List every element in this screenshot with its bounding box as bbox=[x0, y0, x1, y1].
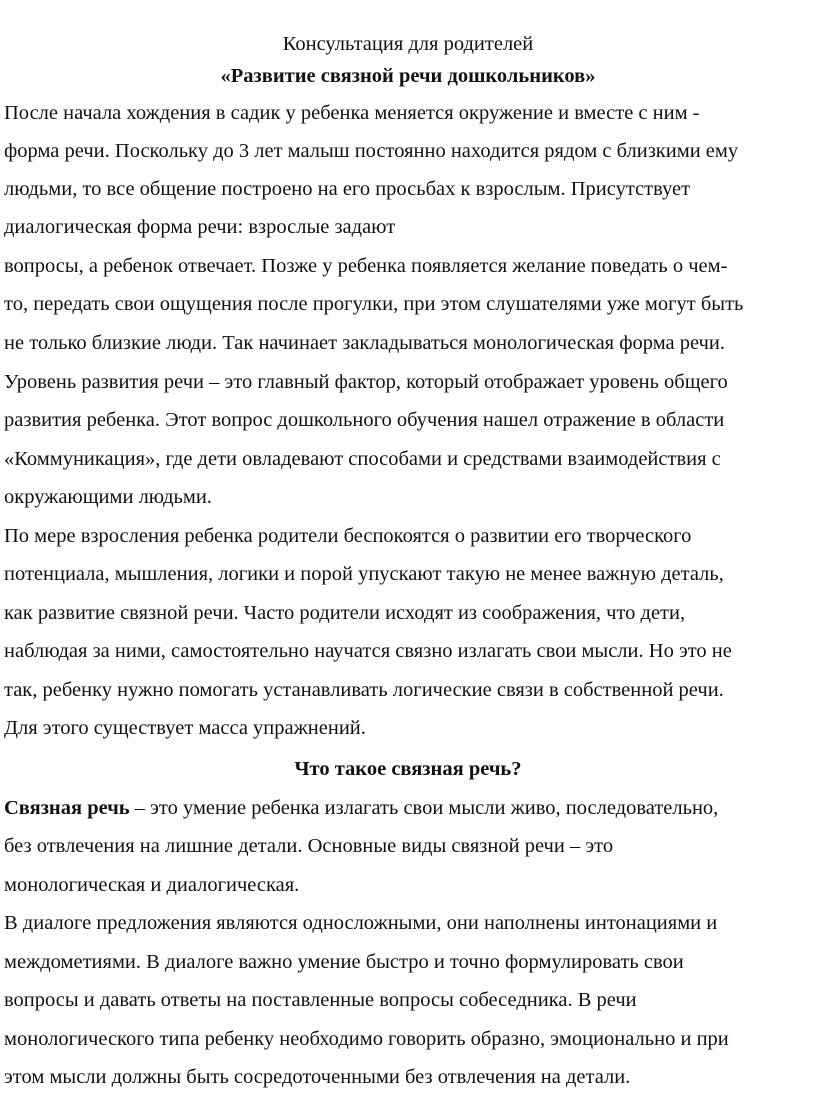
paragraph-line: людьми, то все общение построено на его просьбах к взрослым. Присутствует bbox=[4, 178, 691, 200]
paragraph-line: После начала хождения в садик у ребенка меняется окружение и вместе с ним - bbox=[4, 102, 700, 124]
definition-term: Связная речь bbox=[4, 797, 130, 819]
paragraph-line: Уровень развития речи – это главный фактор, который отображает уровень общего bbox=[4, 371, 728, 393]
paragraph-line: развития ребенка. Этот вопрос дошкольного обучения нашел отражение в области bbox=[4, 409, 725, 431]
paragraph-line: этом мысли должны быть сосредоточенными без отвлечения на детали. bbox=[4, 1066, 631, 1088]
paragraph-line: Для этого существует масса упражнений. bbox=[4, 717, 366, 739]
paragraph-line: По мере взросления ребенка родители беспокоятся о развитии его творческого bbox=[4, 525, 692, 547]
definition-line bbox=[4, 795, 812, 821]
section-heading: Что такое связная речь? bbox=[294, 758, 522, 780]
paragraph-line: как развитие связной речи. Часто родители исходят из соображения, что дети, bbox=[4, 602, 686, 624]
paragraph-line: окружающими людьми. bbox=[4, 486, 212, 508]
paragraph-line: так, ребенку нужно помогать устанавливать логические связи в собственной речи. bbox=[4, 679, 724, 701]
paragraph-line: вопросы и давать ответы на поставленные вопросы собеседника. В речи bbox=[4, 989, 637, 1011]
paragraph-line: форма речи. Поскольку до 3 лет малыш постоянно находится рядом с близкими ему bbox=[4, 140, 739, 162]
paragraph-line: потенциала, мышления, логики и порой упускают такую не менее важную деталь, bbox=[4, 563, 724, 585]
paragraph-line: монологического типа ребенку необходимо говорить образно, эмоционально и при bbox=[4, 1028, 729, 1050]
paragraph-line: вопросы, а ребенок отвечает. Позже у ребенка появляется желание поведать о чем- bbox=[4, 255, 728, 277]
paragraph-line: В диалоге предложения являются односложными, они наполнены интонациями и bbox=[4, 912, 718, 934]
paragraph-line: монологическая и диалогическая. bbox=[4, 874, 300, 896]
paragraph-line: наблюдая за ними, самостоятельно научатся связно излагать свои мысли. Но это не bbox=[4, 640, 732, 662]
definition-text: – это умение ребенка излагать свои мысли живо, последовательно, bbox=[129, 797, 719, 819]
paragraph-line: то, передать свои ощущения после прогулки, при этом слушателями уже могут быть bbox=[4, 293, 744, 315]
document-title: «Развитие связной речи дошкольников» bbox=[220, 65, 596, 87]
paragraph-line: без отвлечения на лишние детали. Основные виды связной речи – это bbox=[4, 835, 614, 857]
paragraph-line: не только близкие люди. Так начинает закладываться монологическая форма речи. bbox=[4, 332, 725, 354]
document-subtitle: Консультация для родителей bbox=[282, 33, 534, 55]
paragraph-line: диалогическая форма речи: взрослые задают bbox=[4, 216, 396, 238]
paragraph-line: «Коммуникация», где дети овладевают способами и средствами взаимодействия с bbox=[4, 448, 721, 470]
paragraph-line: междометиями. В диалоге важно умение быстро и точно формулировать свои bbox=[4, 951, 684, 973]
